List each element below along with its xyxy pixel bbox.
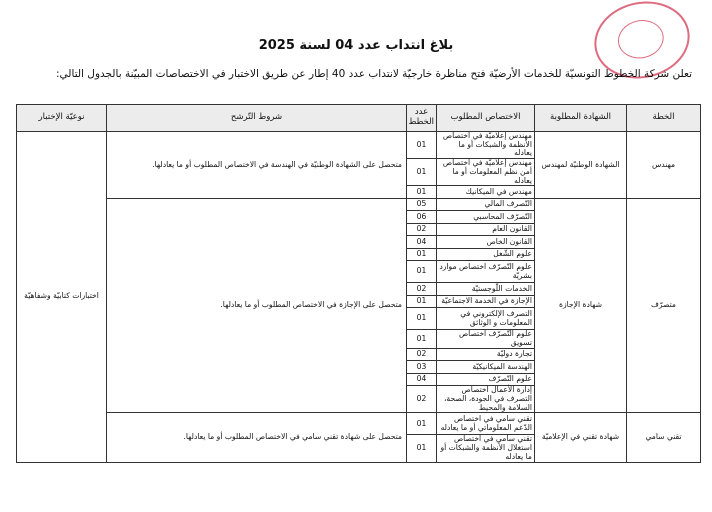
plan-cell: متصرّف: [627, 198, 701, 413]
count-cell: 04: [407, 236, 437, 249]
table-row: [17, 413, 701, 435]
condition-cell: متحصل على شهادة تقني سامي في الاختصاص المطلوب أو ما يعادلها.: [107, 413, 407, 462]
specialty-cell: التصرف الإلكتروني في المعلومات و الوثائق: [437, 308, 535, 330]
count-cell: 01: [407, 261, 437, 283]
specialty-cell: تقني سامي في اختصاص الدّعم المعلوماتي أو ما يعادله: [437, 413, 535, 435]
count-cell: 01: [407, 159, 437, 186]
header-test-type: نوعيّة الإختبار: [17, 105, 107, 132]
table-row: [17, 132, 701, 159]
specialty-cell: علوم التّصرّف اختصاص موارد بشريّة: [437, 261, 535, 283]
plan-cell: مهندس: [627, 132, 701, 199]
test-type-cell: اختبارات كتابيّة وشفاهيّة: [17, 132, 107, 463]
count-cell: 01: [407, 413, 437, 435]
count-cell: 01: [407, 435, 437, 462]
count-cell: 01: [407, 308, 437, 330]
recruitment-table: [16, 104, 701, 463]
specialty-cell: تجارة دوليّة: [437, 348, 535, 361]
count-cell: 05: [407, 198, 437, 211]
specialty-cell: الهندسة الميكانيكيّة: [437, 361, 535, 374]
specialty-cell: علوم التّصرّف اختصاص تسويق: [437, 330, 535, 348]
specialty-cell: التّصرّف المحاسبي: [437, 211, 535, 224]
specialty-cell: الإجازة في الخدمة الاجتماعيّة: [437, 295, 535, 308]
specialty-cell: الخدمات اللّوجستيّة: [437, 283, 535, 296]
degree-cell: الشهادة الوطنيّة لمهندس: [535, 132, 627, 199]
count-cell: 06: [407, 211, 437, 224]
header-degree: الشهادة المطلوبة: [535, 105, 627, 132]
table-header-row: [17, 105, 701, 132]
degree-cell: شهادة الإجازة: [535, 198, 627, 413]
specialty-cell: مهندس إعلاميّة في اختصاص الأنظمة والشبكات أو ما يعادله: [437, 132, 535, 159]
count-cell: 02: [407, 223, 437, 236]
count-cell: 02: [407, 283, 437, 296]
count-cell: 01: [407, 295, 437, 308]
table-row: [17, 198, 701, 211]
specialty-cell: تقني سامي في اختصاص استغلال الأنظمة والشبكات أو ما يعادله: [437, 435, 535, 462]
specialty-cell: التّصرف المالي: [437, 198, 535, 211]
specialty-cell: القانون العام: [437, 223, 535, 236]
condition-cell: متحصل على الإجازة في الاختصاص المطلوب أو ما يعادلها.: [107, 198, 407, 413]
intro-paragraph: تعلن شركة الخطوط التونسيّة للخدمات الأرضيّة فتح مناظرة خارجيّة لانتداب عدد 40 إطار عن طريق الاختبار في الاختصاصات المبيّنة بالجدول التالي:: [56, 68, 692, 80]
count-cell: 04: [407, 373, 437, 386]
specialty-cell: مهندس إعلاميّة في اختصاص أمن نظم المعلومات أو ما يعادله: [437, 159, 535, 186]
header-specialty: الاختصاص المطلوب: [437, 105, 535, 132]
header-conditions: شروط التّرشح: [107, 105, 407, 132]
count-cell: 03: [407, 361, 437, 374]
header-plan: الخطة: [627, 105, 701, 132]
specialty-cell: مهندس في الميكانيك: [437, 186, 535, 199]
count-cell: 02: [407, 348, 437, 361]
header-count: عدد الخطط: [407, 105, 437, 132]
condition-cell: متحصل على الشهادة الوطنيّة في الهندسة في الاختصاص المطلوب أو ما يعادلها.: [107, 132, 407, 199]
count-cell: 01: [407, 330, 437, 348]
count-cell: 02: [407, 386, 437, 413]
count-cell: 01: [407, 186, 437, 199]
specialty-cell: القانون الخاص: [437, 236, 535, 249]
specialty-cell: علوم التّصرّف: [437, 373, 535, 386]
specialty-cell: علوم الشّغل: [437, 248, 535, 261]
plan-cell: تقني سامي: [627, 413, 701, 462]
count-cell: 01: [407, 132, 437, 159]
page-title: بلاغ انتداب عدد 04 لسنة 2025: [258, 38, 454, 53]
specialty-cell: إدارة الأعمال اختصاص التصرف في الجودة، الصحة، السلامة والمحيط: [437, 386, 535, 413]
degree-cell: شهادة تقني في الإعلاميّة: [535, 413, 627, 462]
count-cell: 01: [407, 248, 437, 261]
